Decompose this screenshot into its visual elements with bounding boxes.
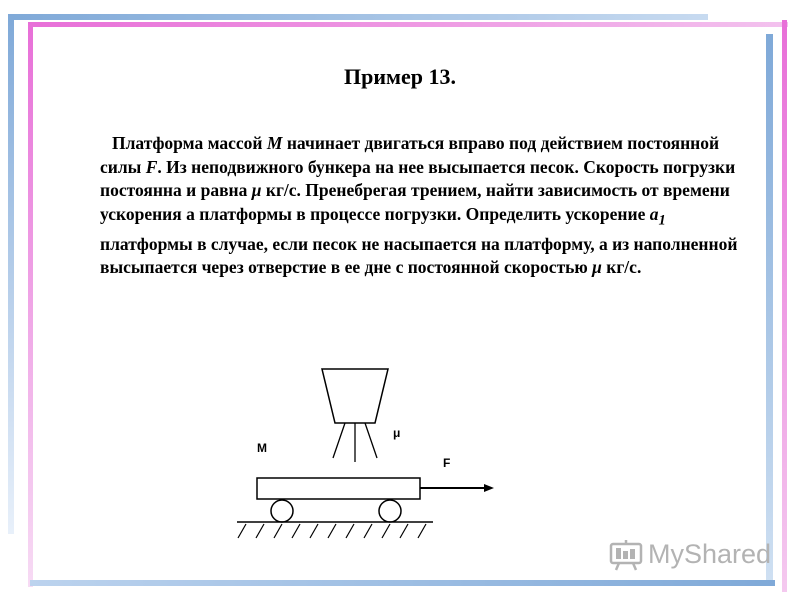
label-mu: μ: [393, 426, 401, 440]
wheel-right: [379, 500, 401, 522]
force-variable: F: [145, 156, 158, 177]
acceleration-variable: a: [649, 203, 659, 224]
problem-text-part-2: начинает двигаться вправо под действием постоянной силы: [100, 133, 720, 177]
label-mass: M: [257, 441, 267, 455]
myshared-logo-icon: [608, 536, 644, 572]
label-force: F: [443, 456, 451, 470]
problem-text-part-5: платформы в случае, если песок не насыпается на платформу, а из наполненной высыпается через отверстие в ее дне с постоянной скоростью: [100, 233, 738, 277]
ground-hatching: [238, 524, 426, 538]
sand-stream-right: [365, 423, 377, 458]
acceleration-subscript: 1: [658, 212, 666, 228]
myshared-logo: [608, 536, 771, 572]
mu-symbol: μ: [251, 180, 262, 200]
myshared-logo-text: MyShared: [648, 538, 772, 569]
sand-stream-left: [333, 423, 345, 458]
problem-text-part-6: кг/с.: [601, 257, 642, 277]
problem-text-part-4: кг/с. Пренебрегая трением, найти зависимость от времени ускорения а платформы в процессе погрузки. Определить ускорение: [100, 180, 730, 224]
problem-text-part-1: Платформа массой: [112, 133, 267, 153]
problem-text-part-3: . Из неподвижного бункера на нее высыпается песок. Скорость погрузки постоянна и равна: [100, 156, 736, 200]
slide-title: Пример 13.: [343, 64, 456, 89]
mass-variable: M: [266, 133, 283, 153]
platform: [257, 478, 420, 499]
force-arrow-head: [484, 484, 494, 492]
wheel-left: [271, 500, 293, 522]
mu-symbol-2: μ: [592, 257, 602, 277]
hopper: [322, 369, 388, 423]
